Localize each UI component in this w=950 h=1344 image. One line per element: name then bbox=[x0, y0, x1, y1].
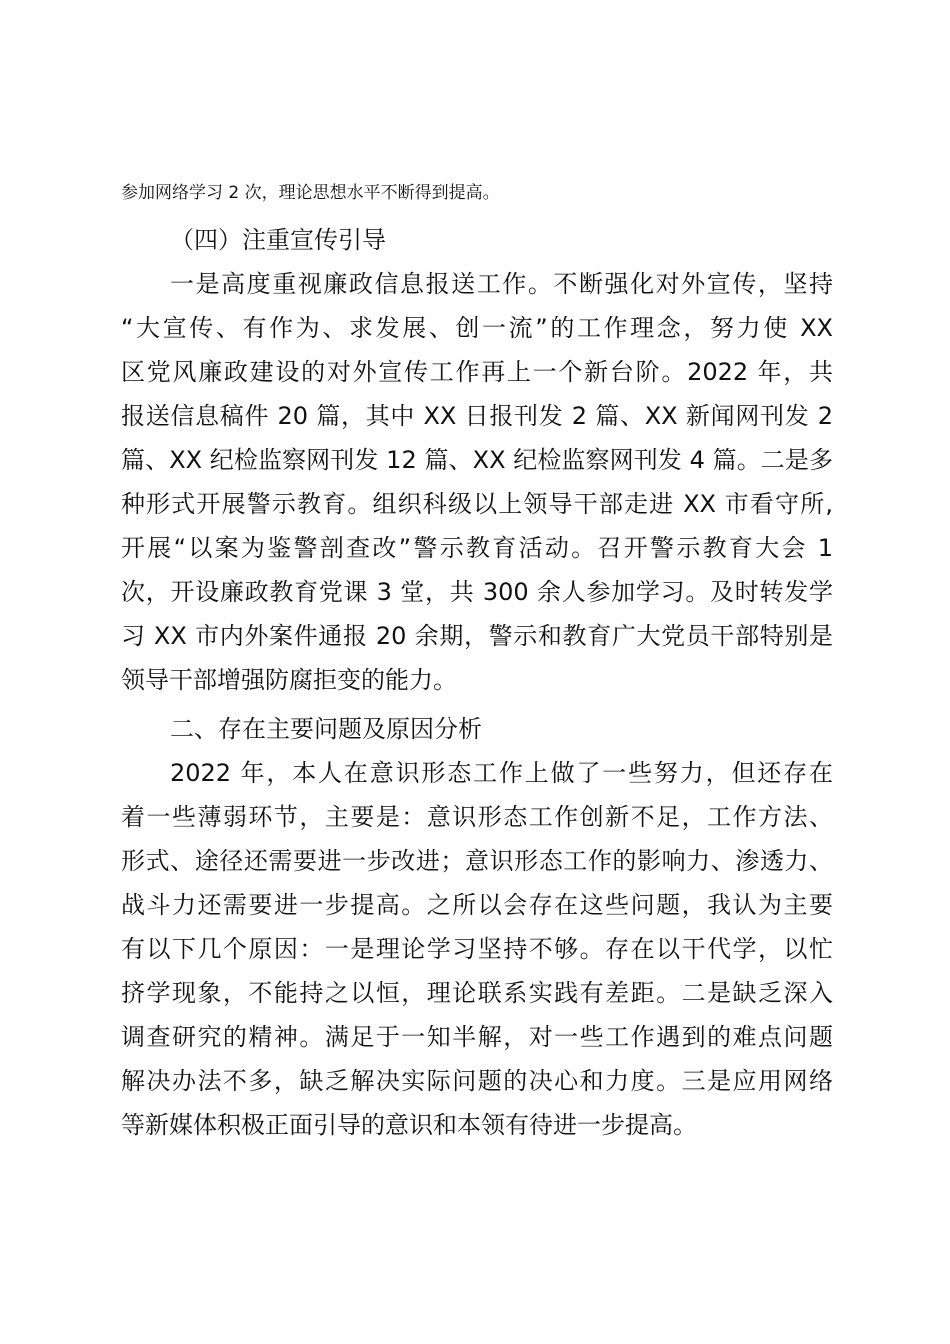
paragraph-line: 着一些薄弱环节，主要是：意识形态工作创新不足，工作方法、 bbox=[121, 803, 833, 831]
paragraph-line: 战斗力还需要进一步提高。之所以会存在这些问题，我认为主要 bbox=[121, 891, 833, 919]
paragraph-line: 次，开设廉政教育党课 3 堂，共 300 余人参加学习。及时转发学 bbox=[121, 578, 833, 606]
paragraph-line: 一是高度重视廉政信息报送工作。不断强化对外宣传，坚持 bbox=[170, 270, 833, 298]
paragraph-line: 解决办法不多，缺乏解决实际问题的决心和力度。三是应用网络 bbox=[121, 1067, 833, 1095]
paragraph-line: 领导干部增强防腐拒变的能力。 bbox=[121, 666, 457, 694]
paragraph-line: 区党风廉政建设的对外宣传工作再上一个新台阶。2022 年，共 bbox=[121, 358, 833, 386]
section-four-heading: （四）注重宣传引导 bbox=[170, 226, 386, 254]
paragraph-line: 开展“以案为鉴警剖查改”警示教育活动。召开警示教育大会 1 bbox=[121, 534, 833, 562]
paragraph-line: 2022 年，本人在意识形态工作上做了一些努力，但还存在 bbox=[170, 759, 833, 787]
paragraph-line: 篇、XX 纪检监察网刊发 12 篇、XX 纪检监察网刊发 4 篇。二是多 bbox=[121, 446, 833, 474]
paragraph-line: “大宣传、有作为、求发展、创一流”的工作理念，努力使 XX bbox=[121, 314, 833, 342]
paragraph-line: 报送信息稿件 20 篇，其中 XX 日报刊发 2 篇、XX 新闻网刊发 2 bbox=[121, 402, 833, 430]
paragraph-line: 习 XX 市内外案件通报 20 余期，警示和教育广大党员干部特别是 bbox=[121, 622, 833, 650]
carryover-line: 参加网络学习 2 次，理论思想水平不断得到提高。 bbox=[121, 183, 500, 203]
paragraph-line: 有以下几个原因：一是理论学习坚持不够。存在以干代学，以忙 bbox=[121, 935, 833, 963]
paragraph-line: 挤学现象，不能持之以恒，理论联系实践有差距。二是缺乏深入 bbox=[121, 979, 833, 1007]
section-two-heading: 二、存在主要问题及原因分析 bbox=[170, 715, 482, 743]
paragraph-line: 等新媒体积极正面引导的意识和本领有待进一步提高。 bbox=[121, 1111, 697, 1139]
paragraph-line: 种形式开展警示教育。组织科级以上领导干部走进 XX 市看守所, bbox=[121, 490, 833, 518]
paragraph-line: 形式、途径还需要进一步改进；意识形态工作的影响力、渗透力、 bbox=[121, 847, 833, 875]
paragraph-line: 调查研究的精神。满足于一知半解，对一些工作遇到的难点问题 bbox=[121, 1023, 833, 1051]
